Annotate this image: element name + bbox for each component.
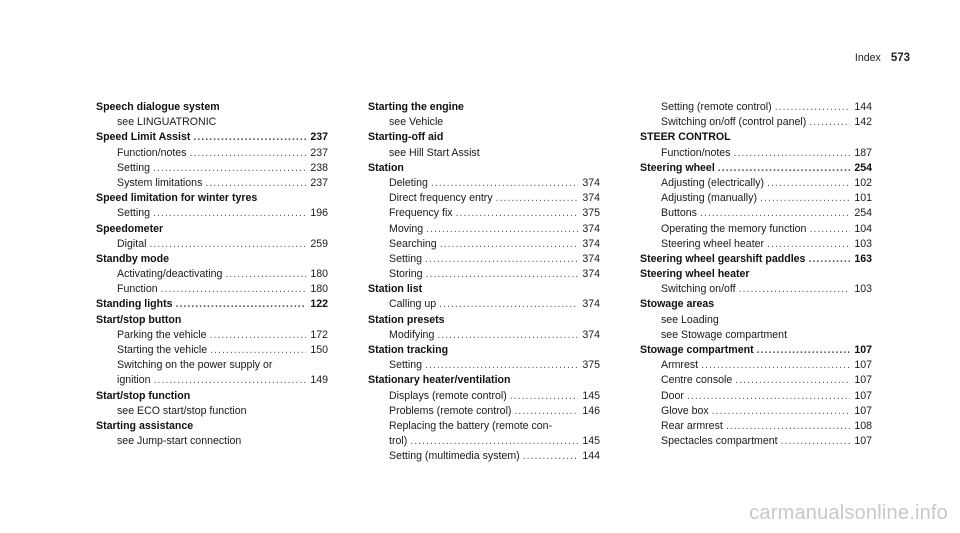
entry-page-number: 163 [854, 252, 872, 265]
index-entry-sub [368, 297, 600, 312]
entry-text: Speed Limit Assist [96, 131, 191, 144]
entry-text: Switching on the power supply or [117, 359, 273, 372]
entry-text: Station [368, 161, 404, 174]
entry-text: Parking the vehicle [117, 328, 207, 341]
entry-text: Moving [389, 222, 424, 235]
entry-text: STEER CONTROL [640, 131, 731, 144]
dot-leader [510, 389, 578, 404]
entry-text: Starting-off aid [368, 131, 444, 144]
entry-text: Function/notes [117, 146, 187, 159]
entry-page-number: 150 [310, 344, 328, 356]
index-entry-sub [96, 404, 328, 419]
index-entry-main [96, 130, 328, 145]
index-entry-sub [640, 313, 872, 328]
entry-page-number: 107 [854, 404, 872, 417]
entry-page-number: 144 [854, 101, 872, 113]
entry-text: see Loading [661, 313, 719, 326]
dot-leader [439, 297, 578, 312]
dot-leader [775, 100, 850, 115]
entry-text: Stowage areas [640, 298, 715, 311]
entry-page-number: 374 [582, 328, 600, 341]
index-entry-sub [640, 176, 872, 191]
entry-text: Station tracking [368, 344, 449, 356]
index-entry-main [96, 100, 328, 115]
entry-page-number: 104 [854, 222, 872, 235]
entry-text: Setting (multimedia system) [389, 450, 520, 463]
entry-page-number: 237 [310, 146, 328, 159]
entry-page-number: 107 [854, 435, 872, 448]
index-entry-sub [368, 358, 600, 373]
dot-leader [425, 252, 578, 267]
entry-page-number: 102 [854, 176, 872, 189]
entry-page-number: 238 [310, 161, 328, 174]
entry-page-number: 107 [854, 374, 872, 387]
entry-text: Starting assistance [96, 419, 194, 432]
entry-page-number: 374 [582, 268, 600, 281]
entry-text: Storing [389, 268, 423, 281]
entry-text: see Hill Start Assist [389, 146, 480, 159]
dot-leader [760, 191, 850, 206]
index-entry-sub [368, 115, 600, 130]
entry-page-number: 107 [854, 344, 872, 356]
index-entry-main [368, 100, 600, 115]
entry-text: Speedometer [96, 222, 164, 235]
dot-leader [426, 267, 578, 282]
index-entry-sub [368, 191, 600, 206]
index-entry-sub [640, 115, 872, 130]
entry-text: see Jump-start connection [117, 435, 242, 448]
entry-text: Setting [117, 207, 150, 220]
index-entry-sub [640, 100, 872, 115]
entry-text: Direct frequency entry [389, 192, 493, 205]
dot-leader [440, 237, 578, 252]
dot-leader [735, 373, 850, 388]
entry-text: Problems (remote control) [389, 404, 512, 417]
entry-text: Operating the memory function [661, 222, 807, 235]
dot-leader [210, 343, 306, 358]
index-entry-sub [640, 389, 872, 404]
entry-text: Activating/deactivating [117, 268, 223, 281]
index-entry-sub [640, 282, 872, 297]
entry-text: Speech dialogue system [96, 101, 220, 113]
index-entry-main [96, 222, 328, 237]
index-entry-sub [368, 146, 600, 161]
index-entry-sub [640, 404, 872, 419]
index-entry-sub [368, 237, 600, 252]
index-entry-sub [368, 252, 600, 267]
dot-leader [767, 237, 850, 252]
entry-text: Armrest [661, 359, 699, 372]
index-entry-sub [96, 328, 328, 343]
entry-page-number: 375 [582, 207, 600, 220]
index-entry-sub [368, 267, 600, 282]
dot-leader [514, 404, 578, 419]
index-entry-sub [368, 449, 600, 464]
entry-text: Frequency fix [389, 207, 453, 220]
index-entry-sub [96, 282, 328, 297]
index-column-1 [96, 100, 328, 449]
index-entry-sub [368, 328, 600, 343]
dot-leader [154, 373, 306, 388]
entry-page-number: 374 [582, 237, 600, 250]
entry-text: System limitations [117, 176, 203, 189]
entry-page-number: 101 [854, 192, 872, 205]
index-entry-sub [96, 267, 328, 282]
dot-leader [225, 267, 306, 282]
entry-text: ignition [117, 374, 151, 387]
entry-page-number: 254 [854, 207, 872, 220]
dot-leader [496, 191, 578, 206]
entry-text: Speed limitation for winter tyres [96, 192, 258, 205]
entry-text: Door [661, 389, 684, 402]
index-entry-sub [368, 434, 600, 449]
entry-page-number: 259 [310, 237, 328, 250]
entry-text: Displays (remote control) [389, 389, 507, 402]
index-entry-sub [640, 434, 872, 449]
entry-text: see Stowage compartment [661, 328, 788, 341]
index-entry-main [368, 373, 600, 388]
index-entry-main [96, 419, 328, 434]
dot-leader [431, 176, 578, 191]
entry-text: Setting [117, 161, 150, 174]
entry-page-number: 172 [310, 328, 328, 341]
dot-leader [718, 161, 850, 176]
index-entry-sub [640, 206, 872, 221]
dot-leader [153, 161, 306, 176]
entry-text: Function/notes [661, 146, 731, 159]
index-entry-sub [368, 222, 600, 237]
entry-page-number: 103 [854, 283, 872, 296]
entry-text: Modifying [389, 328, 435, 341]
entry-page-number: 142 [854, 116, 872, 129]
dot-leader [153, 206, 306, 221]
dot-leader [437, 328, 578, 343]
index-entry-main [640, 343, 872, 358]
index-entry-sub [640, 146, 872, 161]
entry-page-number: 237 [310, 176, 328, 189]
index-entry-sub [96, 146, 328, 161]
dot-leader [726, 419, 850, 434]
dot-leader [410, 434, 578, 449]
index-entry-sub [368, 176, 600, 191]
entry-text: Setting (remote control) [661, 101, 772, 113]
entry-text: Function [117, 283, 158, 296]
dot-leader [767, 176, 850, 191]
index-entry-sub [368, 206, 600, 221]
entry-text: Buttons [661, 207, 697, 220]
index-entry-sub [96, 206, 328, 221]
entry-text: Replacing the battery (remote con- [389, 419, 553, 432]
entry-page-number: 145 [582, 435, 600, 448]
index-entry-sub [640, 328, 872, 343]
entry-text: Starting the vehicle [117, 344, 208, 356]
entry-text: Station presets [368, 313, 445, 326]
index-entry-sub [96, 161, 328, 176]
dot-leader [712, 404, 850, 419]
entry-text: Digital [117, 237, 147, 250]
index-entry-sub [640, 373, 872, 388]
index-entry-main [368, 130, 600, 145]
entry-page-number: 145 [582, 389, 600, 402]
index-entry-main [368, 282, 600, 297]
dot-leader [425, 358, 578, 373]
entry-page-number: 107 [854, 359, 872, 372]
entry-page-number: 122 [310, 298, 328, 311]
entry-page-number: 108 [854, 419, 872, 432]
entry-text: Steering wheel gearshift paddles [640, 252, 806, 265]
index-entry-sub [640, 191, 872, 206]
entry-page-number: 374 [582, 192, 600, 205]
entry-page-number: 180 [310, 268, 328, 281]
dot-leader [210, 328, 306, 343]
header-section-label: Index [854, 52, 881, 64]
entry-page-number: 144 [582, 450, 600, 463]
index-entry-main [96, 389, 328, 404]
entry-text: Switching on/off (control panel) [661, 116, 807, 129]
entry-page-number: 149 [310, 374, 328, 387]
index-column-3 [640, 100, 872, 449]
index-entry-sub [96, 358, 328, 373]
entry-text: Centre console [661, 374, 733, 387]
entry-text: Calling up [389, 298, 437, 311]
entry-page-number: 187 [854, 146, 872, 159]
index-entry-main [96, 252, 328, 267]
entry-page-number: 374 [582, 252, 600, 265]
index-entry-sub [640, 222, 872, 237]
entry-page-number: 196 [310, 207, 328, 220]
entry-page-number: 254 [854, 161, 872, 174]
index-entry-sub [368, 404, 600, 419]
index-entry-sub [640, 358, 872, 373]
dot-leader [739, 282, 850, 297]
entry-text: see Vehicle [389, 116, 444, 129]
index-entry-sub [640, 237, 872, 252]
entry-text: see LINGUATRONIC [117, 116, 217, 129]
dot-leader [701, 358, 850, 373]
index-entry-main [368, 343, 600, 358]
entry-text: Steering wheel heater [661, 237, 765, 250]
index-entry-sub [640, 419, 872, 434]
dot-leader [523, 449, 578, 464]
dot-leader [781, 434, 850, 449]
entry-text: Start/stop button [96, 313, 182, 326]
entry-page-number: 374 [582, 176, 600, 189]
dot-leader [757, 343, 850, 358]
index-column-2 [368, 100, 600, 465]
page-number: 573 [890, 52, 910, 64]
entry-text: Station list [368, 283, 423, 296]
entry-text: Stationary heater/ventilation [368, 374, 511, 387]
entry-text: Standing lights [96, 298, 173, 311]
index-entry-main [96, 191, 328, 206]
watermark: carmanualsonline.info [749, 502, 948, 524]
dot-leader [809, 222, 850, 237]
dot-leader [190, 146, 307, 161]
entry-text: Adjusting (electrically) [661, 176, 765, 189]
entry-page-number: 375 [582, 359, 600, 372]
entry-text: Stowage compartment [640, 344, 754, 356]
entry-page-number: 146 [582, 404, 600, 417]
entry-text: Setting [389, 252, 422, 265]
index-entry-main [368, 313, 600, 328]
dot-leader [149, 237, 306, 252]
entry-text: Deleting [389, 176, 428, 189]
entry-text: Rear armrest [661, 419, 723, 432]
index-entry-sub [96, 115, 328, 130]
index-entry-sub [96, 237, 328, 252]
entry-page-number: 180 [310, 283, 328, 296]
index-entry-main [640, 161, 872, 176]
index-entry-main [368, 161, 600, 176]
index-entry-sub [96, 176, 328, 191]
index-entry-sub [368, 419, 600, 434]
dot-leader [161, 282, 306, 297]
entry-text: Searching [389, 237, 437, 250]
entry-text: see ECO start/stop function [117, 404, 247, 417]
dot-leader [456, 206, 578, 221]
entry-text: Standby mode [96, 252, 169, 265]
entry-text: Setting [389, 359, 422, 372]
entry-page-number: 107 [854, 389, 872, 402]
dot-leader [734, 146, 851, 161]
index-entry-main [640, 252, 872, 267]
entry-text: Adjusting (manually) [661, 192, 757, 205]
dot-leader [687, 389, 850, 404]
index-entry-main [96, 313, 328, 328]
index-entry-main [96, 297, 328, 312]
page-header [855, 52, 910, 64]
entry-text: Glove box [661, 404, 709, 417]
index-entry-sub [368, 389, 600, 404]
index-entry-main [640, 297, 872, 312]
dot-leader [176, 297, 306, 312]
entry-text: Steering wheel [640, 161, 715, 174]
index-entry-main [640, 267, 872, 282]
dot-leader [700, 206, 850, 221]
index-entry-sub [96, 343, 328, 358]
entry-page-number: 374 [582, 298, 600, 311]
dot-leader [426, 222, 578, 237]
dot-leader [193, 130, 306, 145]
index-entry-sub [96, 373, 328, 388]
dot-leader [808, 252, 850, 267]
entry-text: Start/stop function [96, 389, 191, 402]
entry-text: Spectacles compartment [661, 435, 778, 448]
entry-text: Steering wheel heater [640, 268, 750, 281]
entry-text: Starting the engine [368, 101, 464, 113]
entry-page-number: 374 [582, 222, 600, 235]
entry-page-number: 237 [310, 131, 328, 144]
dot-leader [809, 115, 850, 130]
entry-text: trol) [389, 435, 408, 448]
index-entry-main [640, 130, 872, 145]
dot-leader [205, 176, 306, 191]
index-entry-sub [96, 434, 328, 449]
entry-page-number: 103 [854, 237, 872, 250]
entry-text: Switching on/off [661, 283, 736, 296]
